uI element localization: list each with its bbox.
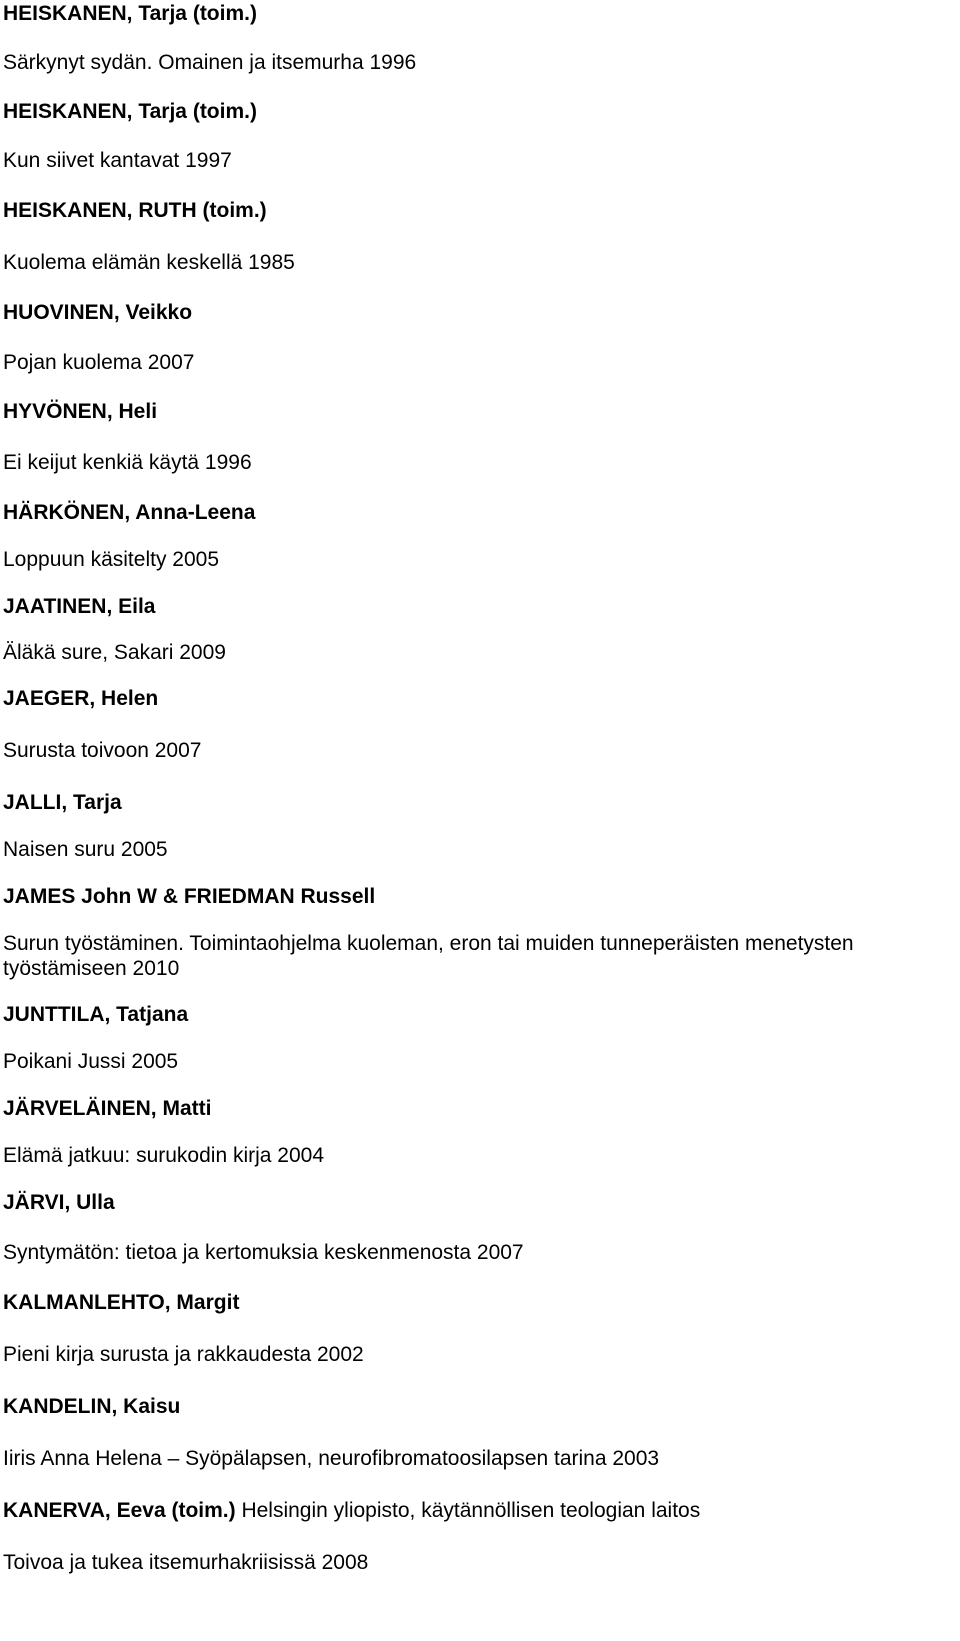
entry-title: Syntymätön: tietoa ja kertomuksia keskenmenosta 2007 xyxy=(3,1241,524,1264)
entry-author: JÄRVELÄINEN, Matti xyxy=(3,1097,212,1120)
entry-title: Särkynyt sydän. Omainen ja itsemurha 1996 xyxy=(3,51,417,74)
entry-title: Poikani Jussi 2005 xyxy=(3,1050,179,1073)
entry-title: Toivoa ja tukea itsemurhakriisissä 2008 xyxy=(3,1551,369,1574)
entry-title: Ei keijut kenkiä käytä 1996 xyxy=(3,451,252,474)
entry-title: Kuolema elämän keskellä 1985 xyxy=(3,251,295,274)
entry-author-line xyxy=(3,1498,958,1523)
entry-author: JUNTTILA, Tatjana xyxy=(3,1003,189,1026)
entry-title: Naisen suru 2005 xyxy=(3,838,168,861)
entry-author: KANERVA, Eeva (toim.) xyxy=(3,1499,236,1522)
entry-title: Pojan kuolema 2007 xyxy=(3,351,195,374)
entry-title: Kun siivet kantavat 1997 xyxy=(3,149,232,172)
entry-author: JALLI, Tarja xyxy=(3,791,122,814)
entry-author: KALMANLEHTO, Margit xyxy=(3,1291,240,1314)
entry-title: Loppuun käsitelty 2005 xyxy=(3,548,219,571)
entry-title: Äläkä sure, Sakari 2009 xyxy=(3,641,226,664)
entry-author: HEISKANEN, RUTH (toim.) xyxy=(3,199,267,222)
entry-title: Surun työstäminen. Toimintaohjelma kuoleman, eron tai muiden tunneperäisten menetysten työstämiseen 2010 xyxy=(3,932,854,980)
entry-author: HEISKANEN, Tarja (toim.) xyxy=(3,100,257,123)
entry-author: HYVÖNEN, Heli xyxy=(3,400,158,423)
entry-author-note: Helsingin yliopisto, käytännöllisen teologian laitos xyxy=(235,1499,701,1522)
entry-author: HÄRKÖNEN, Anna-Leena xyxy=(3,501,256,524)
entry-author: JAEGER, Helen xyxy=(3,687,159,710)
entry-author: HUOVINEN, Veikko xyxy=(3,301,193,324)
entry-author: JÄRVI, Ulla xyxy=(3,1191,115,1214)
entry-title: Iiris Anna Helena – Syöpälapsen, neurofibromatoosilapsen tarina 2003 xyxy=(3,1447,660,1470)
entry-author: HEISKANEN, Tarja (toim.) xyxy=(3,2,257,25)
entry-title: Surusta toivoon 2007 xyxy=(3,739,202,762)
entry-author: JAATINEN, Eila xyxy=(3,595,156,618)
entry-title: Pieni kirja surusta ja rakkaudesta 2002 xyxy=(3,1343,364,1366)
entry-author: JAMES John W & FRIEDMAN Russell xyxy=(3,885,376,908)
entry-author: KANDELIN, Kaisu xyxy=(3,1395,181,1418)
entry-title: Elämä jatkuu: surukodin kirja 2004 xyxy=(3,1144,325,1167)
